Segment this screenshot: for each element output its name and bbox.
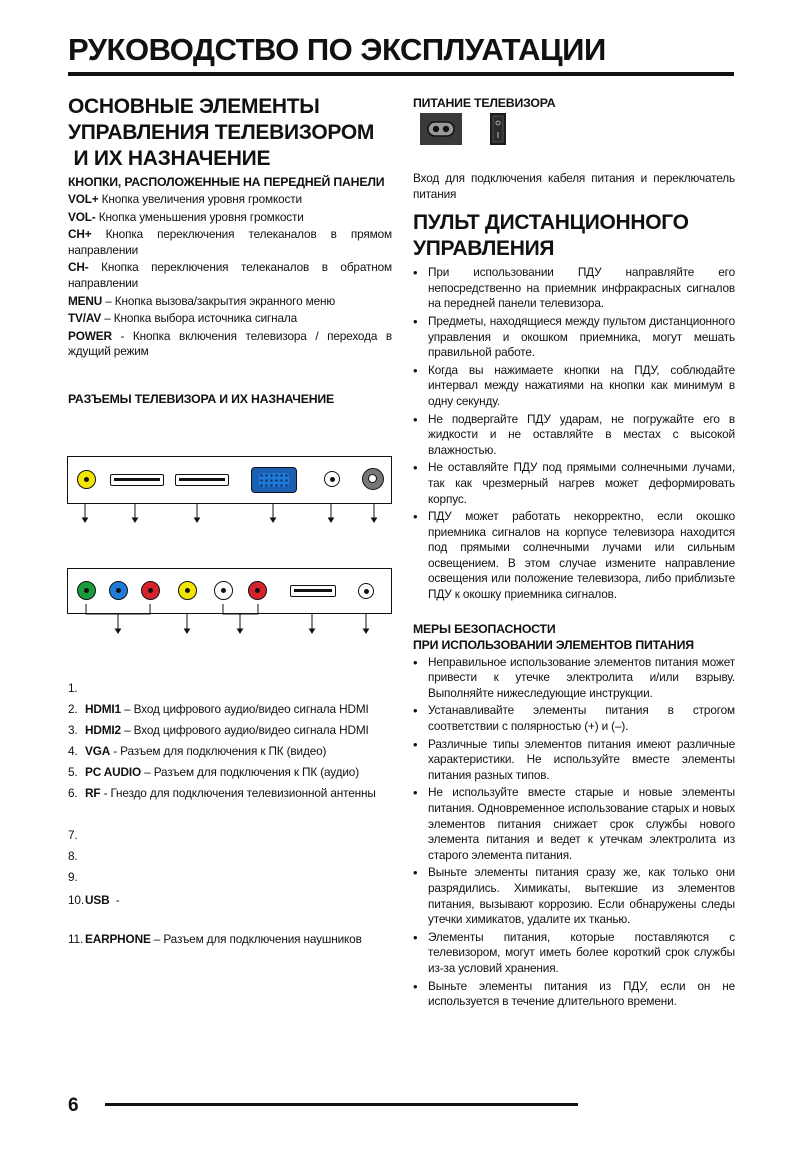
key-label: POWER — [68, 328, 112, 343]
ypbpr-pb-jack-icon — [109, 581, 128, 600]
safety-bullet-list — [413, 655, 735, 1010]
item-desc: – Вход цифрового аудио/видео сигнала HDMI — [120, 702, 369, 716]
key-label: CH+ — [68, 227, 92, 242]
list-item — [68, 893, 391, 909]
av-video-in-jack-icon — [178, 581, 197, 600]
item-number: 6. — [68, 786, 78, 800]
list-item — [68, 681, 85, 697]
key-label: VOL+ — [68, 192, 99, 206]
header-rule — [68, 72, 734, 76]
item-desc: - Разъем для подключения к ПК (видео) — [110, 744, 327, 758]
key-label: VOL- — [68, 209, 96, 224]
remote-title — [413, 210, 735, 262]
key-desc: – Кнопка выбора источника сигнала — [101, 311, 298, 326]
list-item — [68, 849, 85, 865]
list-item: • Элементы питания, которые поставляются с телевизором, могут иметь более короткий срок службы из-за условий хранения. — [413, 930, 735, 977]
power-switch-graphic — [490, 113, 506, 145]
item-key: RF — [85, 786, 101, 800]
button-desc-ch-plus — [68, 227, 392, 258]
item-number: 3. — [68, 723, 78, 737]
list-item: • Выньте элементы питания из ПДУ, если он не используется в течение длительного времени. — [413, 979, 735, 1010]
main-title-line: УПРАВЛЕНИЯ ТЕЛЕВИЗОРОМ — [68, 121, 375, 144]
list-item: • Предметы, находящиеся между пультом дистанционного управления и окошком приемника, могут мешать правильной работе. — [413, 314, 735, 361]
main-title — [68, 94, 392, 172]
ypbpr-y-jack-icon — [77, 581, 96, 600]
item-number: 7. — [68, 828, 78, 842]
page-header: РУКОВОДСТВО ПО ЭКСПЛУАТАЦИИ — [68, 32, 606, 67]
item-key: EARPHONE — [85, 932, 151, 946]
power-heading: ПИТАНИЕ ТЕЛЕВИЗОРА — [413, 96, 556, 110]
pc-audio-jack-icon — [324, 471, 340, 487]
power-description: Вход для подключения кабеля питания и переключатель питания — [413, 171, 735, 201]
item-key: HDMI1 — [85, 702, 121, 716]
audio-right-jack-icon — [248, 581, 267, 600]
button-desc-power — [68, 329, 392, 360]
av-video-jack-icon — [77, 470, 96, 489]
item-number: 10. — [68, 893, 84, 907]
list-item: • Не оставляйте ПДУ под прямыми солнечными лучами, так как чрезмерный нагрев может деформировать корпус. — [413, 460, 735, 507]
remote-bullet-list — [413, 265, 735, 602]
item-desc: - — [109, 893, 120, 907]
list-item: • Не используйте вместе старые и новые элементы питания. Одновременное использование старых и новых элементов питания снижает срок службы нового элемента питания и ведет к утечкам электролита из старого элемента питания. — [413, 785, 735, 863]
left-column — [68, 92, 392, 407]
item-desc: – Разъем для подключения к ПК (аудио) — [141, 765, 359, 779]
key-desc: – Кнопка вызова/закрытия экранного меню — [102, 293, 336, 308]
key-desc: Кнопка переключения телеканалов в прямом направлении — [68, 227, 392, 257]
key-label: CH- — [68, 260, 89, 275]
connectors-heading: РАЗЪЕМЫ ТЕЛЕВИЗОРА И ИХ НАЗНАЧЕНИЕ — [68, 391, 335, 406]
list-item: • Неправильное использование элементов питания может привести к утечке электролита и/или взрыву. Выполняйте нижеследующие инструкции. — [413, 655, 735, 702]
power-socket-graphic — [420, 113, 462, 145]
item-key: HDMI2 — [85, 723, 121, 737]
item-key: VGA — [85, 744, 111, 758]
buttons-list — [68, 192, 392, 360]
list-item: • Когда вы нажимаете кнопки на ПДУ, соблюдайте интервал между нажатиями на кнопки как минимум в одну секунду. — [413, 363, 735, 410]
safety-heading-line: ПРИ ИСПОЛЬЗОВАНИИ ЭЛЕМЕНТОВ ПИТАНИЯ — [413, 637, 694, 652]
safety-heading — [413, 621, 735, 653]
list-item — [68, 723, 391, 739]
connector-panel-side — [67, 456, 392, 504]
list-item: • Устанавливайте элементы питания в строгом соответствии с полярностью (+) и (–). — [413, 703, 735, 734]
button-desc-vol-minus — [68, 210, 392, 226]
main-title-line: ОСНОВНЫЕ ЭЛЕМЕНТЫ — [68, 95, 320, 118]
remote-title-line: УПРАВЛЕНИЯ — [413, 237, 555, 261]
list-item: • При использовании ПДУ направляйте его непосредственно на приемник инфракрасных сигналов на передней панели телевизора. — [413, 265, 735, 312]
remote-title-line: ПУЛЬТ ДИСТАНЦИОННОГО — [413, 211, 689, 235]
list-item — [68, 870, 85, 886]
rf-antenna-jack-icon — [362, 468, 384, 490]
list-item — [68, 702, 391, 718]
safety-heading-line: МЕРЫ БЕЗОПАСНОСТИ — [413, 621, 556, 636]
key-label: TV/AV — [68, 311, 102, 326]
item-key: USB — [85, 893, 110, 907]
list-item — [68, 932, 391, 948]
key-desc: Кнопка увеличения уровня громкости — [98, 192, 302, 206]
page-number: 6 — [68, 1095, 79, 1116]
power-switch-icon — [490, 113, 506, 145]
power-socket-icon — [420, 113, 462, 145]
earphone-jack-icon — [358, 583, 374, 599]
list-item: • Не подвергайте ПДУ ударам, не погружайте его в жидкости и не оставляйте в местах с высокой влажностью. — [413, 412, 735, 459]
item-number: 11. — [68, 932, 84, 946]
key-desc: Кнопка уменьшения уровня громкости — [95, 209, 304, 224]
key-desc: Кнопка переключения телеканалов в обратном направлении — [68, 260, 392, 290]
item-number: 4. — [68, 744, 78, 758]
item-number: 9. — [68, 870, 78, 884]
usb-port-icon — [290, 585, 336, 597]
item-number: 5. — [68, 765, 78, 779]
hdmi1-port-icon — [110, 474, 164, 486]
vga-port-icon — [251, 467, 297, 493]
list-item: • Выньте элементы питания сразу же, как только они разрядились. Химикаты, вытекшие из элементов питания, вызывают коррозию. Если обнаружены следы утечки химикатов, удалите их тканью. — [413, 865, 735, 927]
audio-left-jack-icon — [214, 581, 233, 600]
hdmi2-port-icon — [175, 474, 229, 486]
right-column — [413, 92, 735, 1012]
item-desc: - Гнездо для подключения телевизионной антенны — [100, 786, 376, 800]
list-item: • Различные типы элементов питания имеют различные характеристики. Не используйте вместе элементы питания разных типов. — [413, 737, 735, 784]
item-number: 8. — [68, 849, 78, 863]
item-number: 2. — [68, 702, 78, 716]
footer-rule — [105, 1103, 578, 1106]
main-title-line: И ИХ НАЗНАЧЕНИЕ — [68, 147, 271, 170]
item-desc: – Разъем для подключения наушников — [150, 932, 362, 946]
buttons-heading: КНОПКИ, РАСПОЛОЖЕННЫЕ НА ПЕРЕДНЕЙ ПАНЕЛИ — [68, 175, 385, 189]
connector-panel-rear — [67, 568, 392, 614]
item-desc: – Вход цифрового аудио/видео сигнала HDMI — [120, 723, 369, 737]
item-key: PC AUDIO — [85, 765, 142, 779]
button-desc-tv-av — [68, 311, 392, 327]
item-number: 1. — [68, 681, 78, 695]
list-item — [68, 828, 85, 844]
ypbpr-pr-jack-icon — [141, 581, 160, 600]
button-desc-menu — [68, 294, 392, 310]
button-desc-ch-minus — [68, 260, 392, 291]
key-label: MENU — [68, 293, 103, 308]
list-item — [68, 744, 391, 760]
list-item: • ПДУ может работать некорректно, если окошко приемника сигналов на корпусе телевизора находится под прямыми солнечными лучами или сильным освещением. В этом случае измените направление освещения или положение телевизора, либо приблизьте ПДУ к окошку приемника сигналов. — [413, 509, 735, 603]
button-desc-vol-plus — [68, 192, 392, 208]
list-item — [68, 786, 385, 802]
list-item — [68, 765, 391, 781]
key-desc: - Кнопка включения телевизора / перехода в ждущий режим — [68, 328, 392, 359]
